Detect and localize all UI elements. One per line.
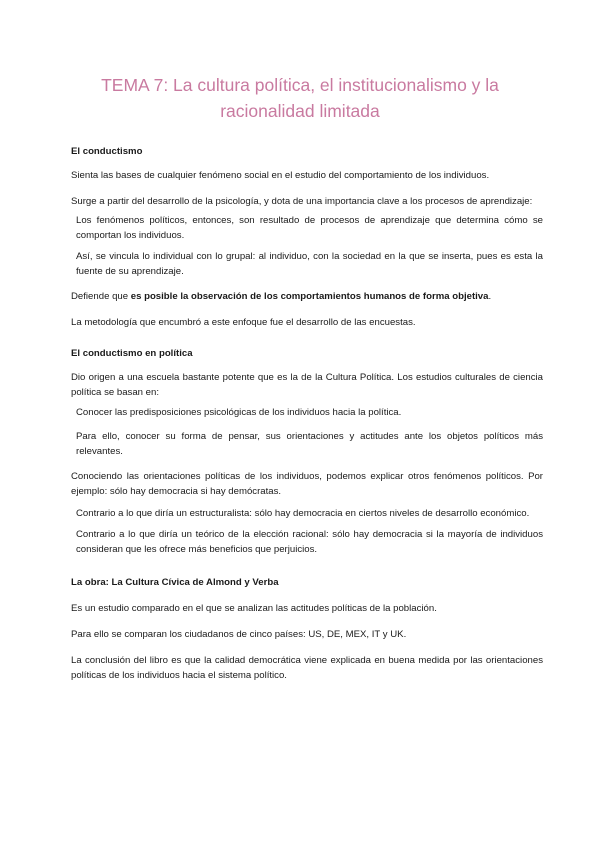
paragraph: Conocer las predisposiciones psicológicas de los individuos hacia la política. (76, 407, 402, 418)
section-heading-conductismo: El conductismo (71, 146, 143, 157)
paragraph: La metodología que encumbró a este enfoque fue el desarrollo de las encuestas. (71, 317, 416, 328)
paragraph: Sienta las bases de cualquier fenómeno social en el estudio del comportamiento de los individuos. (71, 170, 490, 181)
paragraph: Es un estudio comparado en el que se analizan las actitudes políticas de la población. (71, 603, 437, 614)
text-segment: Defiende que (71, 291, 131, 302)
paragraph: Conociendo las orientaciones políticas de los individuos, podemos explicar otros fenómenos políticos. Por ejemplo: sólo hay democracia si hay demócratas. (71, 471, 543, 497)
paragraph: Contrario a lo que diría un estructuralista: sólo hay democracia en ciertos niveles de desarrollo económico. (76, 508, 530, 519)
title-line-1: TEMA 7: La cultura política, el institucionalismo y la (101, 75, 499, 95)
page-title (60, 72, 540, 124)
section-heading-conductismo-politica: El conductismo en política (71, 348, 193, 359)
paragraph: Para ello, conocer su forma de pensar, sus orientaciones y actitudes ante los objetos políticos más relevantes. (76, 431, 543, 457)
text-segment: . (488, 291, 492, 302)
paragraph: Así, se vincula lo individual con lo grupal: al individuo, con la sociedad en la que se inserta, pues es esta la fuente de su aprendizaje. (76, 251, 543, 277)
emphasis-text: es posible la observación de los comportamientos humanos de forma objetiva (130, 291, 489, 302)
paragraph: Surge a partir del desarrollo de la psicología, y dota de una importancia clave a los procesos de aprendizaje: (71, 196, 533, 207)
paragraph: La conclusión del libro es que la calidad democrática viene explicada en buena medida por las orientaciones políticas de los individuos hacia el sistema político. (71, 655, 543, 681)
paragraph: Dio origen a una escuela bastante potente que es la de la Cultura Política. Los estudios culturales de ciencia política se basan en: (71, 372, 543, 398)
paragraph-with-emphasis (71, 289, 543, 304)
paragraph: Los fenómenos políticos, entonces, son resultado de procesos de aprendizaje que determina cómo se comportan los individuos. (76, 215, 543, 241)
paragraph: Para ello se comparan los ciudadanos de cinco países: US, DE, MEX, IT y UK. (71, 629, 407, 640)
paragraph: Contrario a lo que diría un teórico de la elección racional: sólo hay democracia si la mayoría de individuos consideran que les ofrece más beneficios que perjuicios. (76, 529, 543, 555)
title-line-2: racionalidad limitada (220, 101, 380, 121)
section-heading-cultura-civica: La obra: La Cultura Cívica de Almond y Verba (71, 577, 279, 588)
document-body (71, 144, 543, 683)
